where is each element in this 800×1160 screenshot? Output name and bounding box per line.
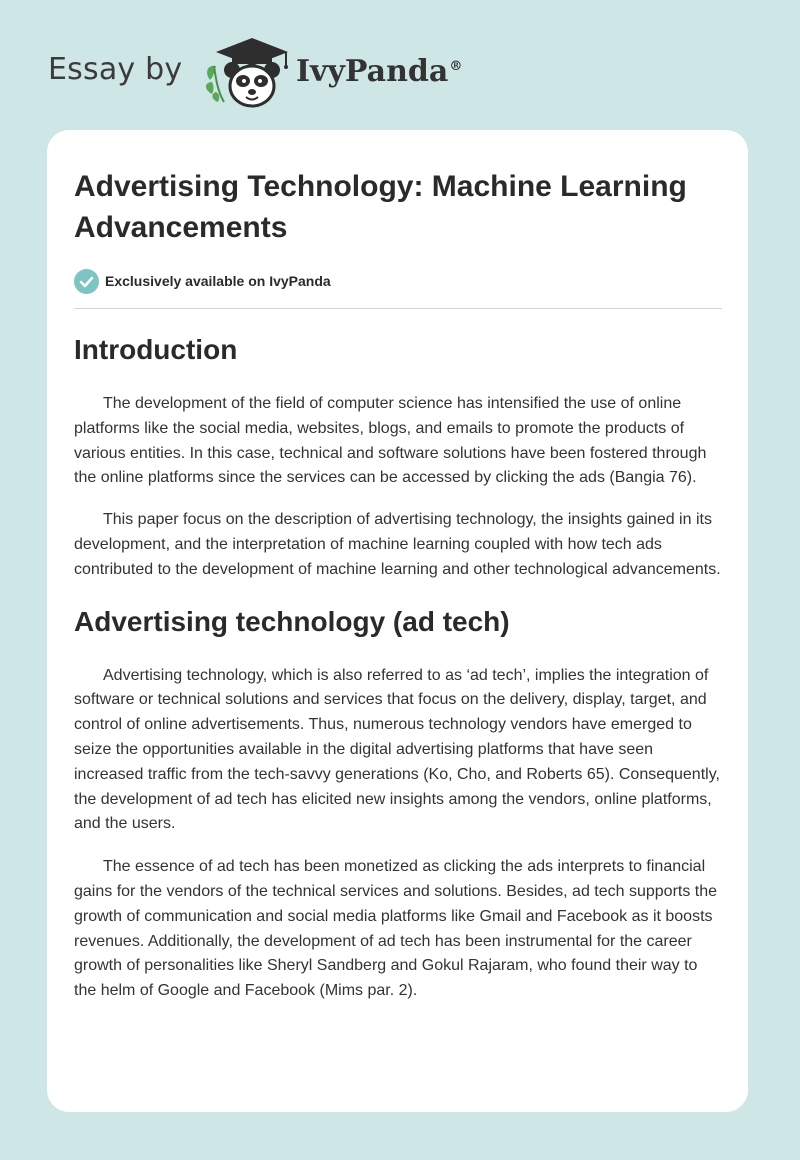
exclusive-badge	[74, 268, 722, 294]
section-heading-ad-tech: Advertising technology (ad tech)	[74, 605, 510, 637]
title-divider	[74, 308, 722, 309]
paragraph: The development of the field of computer science has intensified the use of online platforms like the social media, websites, blogs, and emails to promote the products of various entities. In this case, technical and software solutions have been fostered through the online platforms since the services can be accessed by clicking the ads (Bangia 76).	[74, 395, 707, 487]
panda-graduate-logo-icon[interactable]	[202, 36, 292, 108]
paragraph: Advertising technology, which is also referred to as ‘ad tech’, implies the integration of software or technical solutions and services that focus on the delivery, display, target, and control of online advertisements. Thus, numerous technology vendors have emerged to seize the opportunities available in the digital advertising platforms that have seen increased traffic from the tech-savvy generations (Ko, Cho, and Roberts 65). Consequently, the development of ad tech has elicited new insights among the vendors, online platforms, and the users.	[74, 666, 720, 833]
essay-content	[74, 166, 722, 1004]
essay-card	[47, 130, 748, 1112]
brand-name[interactable]: IvyPanda®	[296, 54, 463, 89]
essay-title: Advertising Technology: Machine Learning Advancements	[74, 170, 687, 244]
check-circle-icon	[74, 269, 99, 294]
paragraph: This paper focus on the description of advertising technology, the insights gained in its development, and the interpretation of machine learning coupled with how tech ads contributed to the development of machine learning and other technological advancements.	[74, 511, 721, 578]
registered-mark: ®	[449, 59, 463, 74]
section-heading-introduction: Introduction	[74, 334, 238, 365]
exclusive-badge-label: Exclusively available on IvyPanda	[105, 273, 331, 289]
site-header	[48, 36, 468, 108]
paragraph: The essence of ad tech has been monetized as clicking the ads interprets to financial gains for the vendors of the technical services and solutions. Besides, ad tech supports the growth of communication and social media platforms like Gmail and Facebook as it boosts revenues. Additionally, the development of ad tech has been instrumental for the career growth of personalities like Sheryl Sandberg and Gokul Rajaram, who found their way to the helm of Google and Facebook (Mims par. 2).	[74, 858, 718, 1000]
essay-by-label: Essay by	[48, 52, 183, 87]
